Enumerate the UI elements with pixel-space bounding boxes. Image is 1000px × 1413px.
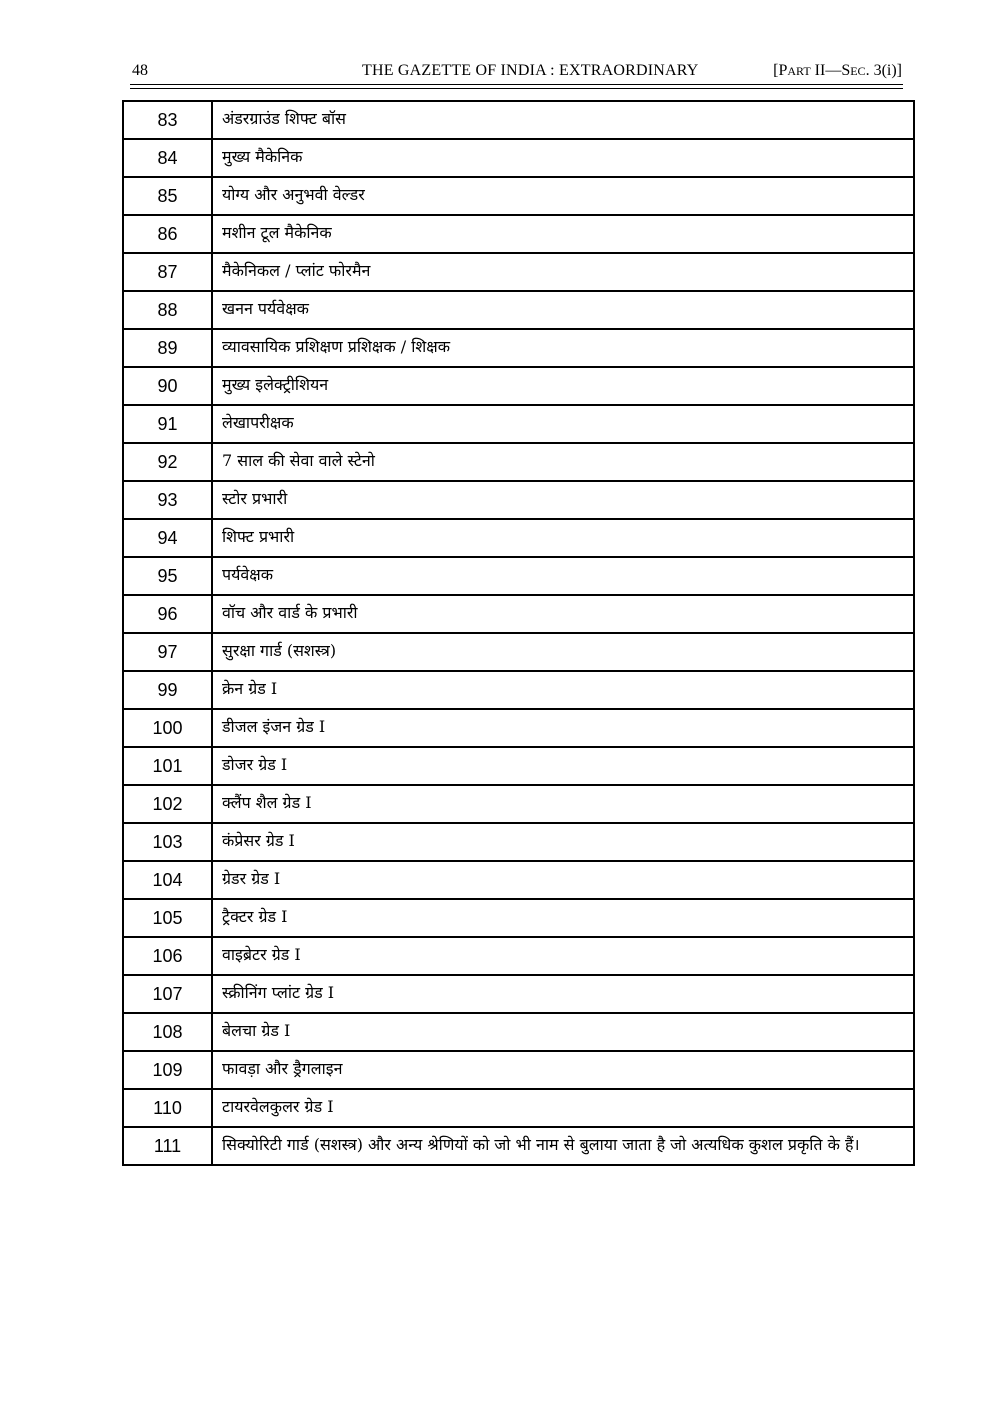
serial-number-cell: 86 (123, 215, 212, 253)
table-row (123, 1013, 914, 1051)
designation-cell: व्यावसायिक प्रशिक्षण प्रशिक्षक / शिक्षक (212, 329, 914, 367)
page-number: 48 (132, 62, 148, 79)
designation-cell: फावड़ा और ड्रैगलाइन (212, 1051, 914, 1089)
designation-cell: ट्रैक्टर ग्रेड I (212, 899, 914, 937)
table-row (123, 291, 914, 329)
designation-cell: वाइब्रेटर ग्रेड I (212, 937, 914, 975)
designation-cell: क्लैंप शैल ग्रेड I (212, 785, 914, 823)
table-row (123, 1127, 914, 1165)
serial-number-cell: 92 (123, 443, 212, 481)
serial-number-cell: 85 (123, 177, 212, 215)
serial-number-cell: 109 (123, 1051, 212, 1089)
designation-cell: लेखापरीक्षक (212, 405, 914, 443)
table-row (123, 139, 914, 177)
serial-number-cell: 93 (123, 481, 212, 519)
table-row (123, 177, 914, 215)
table-row (123, 443, 914, 481)
serial-number-cell: 108 (123, 1013, 212, 1051)
designation-cell: डोजर ग्रेड I (212, 747, 914, 785)
serial-number-cell: 102 (123, 785, 212, 823)
designation-cell: मशीन टूल मैकेनिक (212, 215, 914, 253)
designation-cell: सुरक्षा गार्ड (सशस्त्र) (212, 633, 914, 671)
table-body (123, 101, 914, 1165)
serial-number-cell: 101 (123, 747, 212, 785)
designation-cell: मुख्य इलेक्ट्रीशियन (212, 367, 914, 405)
table-row (123, 1089, 914, 1127)
table-row (123, 747, 914, 785)
table-row (123, 785, 914, 823)
designation-cell: योग्य और अनुभवी वेल्डर (212, 177, 914, 215)
table-row (123, 481, 914, 519)
table-row (123, 367, 914, 405)
table-row (123, 557, 914, 595)
designation-cell: 7 साल की सेवा वाले स्टेनो (212, 443, 914, 481)
serial-number-cell: 94 (123, 519, 212, 557)
serial-number-cell: 104 (123, 861, 212, 899)
part-smallcaps: ART (787, 64, 811, 78)
designation-cell: खनन पर्यवेक्षक (212, 291, 914, 329)
table-row (123, 899, 914, 937)
designation-table (122, 100, 915, 1166)
designation-cell: मुख्य मैकेनिक (212, 139, 914, 177)
table-row (123, 1051, 914, 1089)
gazette-title: THE GAZETTE OF INDIA : EXTRAORDINARY (362, 62, 699, 79)
designation-cell: डीजल इंजन ग्रेड I (212, 709, 914, 747)
designation-cell: स्क्रीनिंग प्लांट ग्रेड I (212, 975, 914, 1013)
designation-cell: वॉच और वार्ड के प्रभारी (212, 595, 914, 633)
sec-smallcaps: EC (850, 64, 866, 78)
table-row (123, 253, 914, 291)
serial-number-cell: 89 (123, 329, 212, 367)
designation-cell: टायरवेलकुलर ग्रेड I (212, 1089, 914, 1127)
serial-number-cell: 100 (123, 709, 212, 747)
header-rule-top (130, 84, 903, 85)
table-row (123, 709, 914, 747)
table-row (123, 329, 914, 367)
designation-cell: अंडरग्राउंड शिफ्ट बॉस (212, 101, 914, 139)
serial-number-cell: 84 (123, 139, 212, 177)
designation-cell: क्रेन ग्रेड I (212, 671, 914, 709)
table-row (123, 937, 914, 975)
sec-end: . 3(i)] (865, 62, 902, 79)
serial-number-cell: 87 (123, 253, 212, 291)
serial-number-cell: 111 (123, 1127, 212, 1165)
designation-cell: ग्रेडर ग्रेड I (212, 861, 914, 899)
table-row (123, 861, 914, 899)
designation-cell: पर्यवेक्षक (212, 557, 914, 595)
part-section-label (773, 62, 902, 80)
serial-number-cell: 96 (123, 595, 212, 633)
table-row (123, 671, 914, 709)
serial-number-cell: 95 (123, 557, 212, 595)
serial-number-cell: 88 (123, 291, 212, 329)
designation-cell: शिफ्ट प्रभारी (212, 519, 914, 557)
designation-cell: मैकेनिकल / प्लांट फोरमैन (212, 253, 914, 291)
table-row (123, 823, 914, 861)
serial-number-cell: 107 (123, 975, 212, 1013)
serial-number-cell: 106 (123, 937, 212, 975)
table-row (123, 595, 914, 633)
header-rule-bottom (130, 88, 903, 89)
table-row (123, 215, 914, 253)
table-row (123, 519, 914, 557)
serial-number-cell: 99 (123, 671, 212, 709)
serial-number-cell: 105 (123, 899, 212, 937)
table-row (123, 975, 914, 1013)
serial-number-cell: 97 (123, 633, 212, 671)
designation-cell: स्टोर प्रभारी (212, 481, 914, 519)
designation-cell: कंप्रेसर ग्रेड I (212, 823, 914, 861)
serial-number-cell: 103 (123, 823, 212, 861)
table-row (123, 101, 914, 139)
serial-number-cell: 90 (123, 367, 212, 405)
page-header (132, 62, 902, 86)
table-row (123, 405, 914, 443)
designation-cell: बेलचा ग्रेड I (212, 1013, 914, 1051)
designation-cell: सिक्योरिटी गार्ड (सशस्त्र) और अन्य श्रेणियों को जो भी नाम से बुलाया जाता है जो अत्यधिक कुशल प्रकृति के हैं। (212, 1127, 914, 1165)
serial-number-cell: 91 (123, 405, 212, 443)
table-row (123, 633, 914, 671)
serial-number-cell: 83 (123, 101, 212, 139)
part-mid: II—S (810, 62, 851, 79)
part-open: [P (773, 62, 788, 79)
serial-number-cell: 110 (123, 1089, 212, 1127)
